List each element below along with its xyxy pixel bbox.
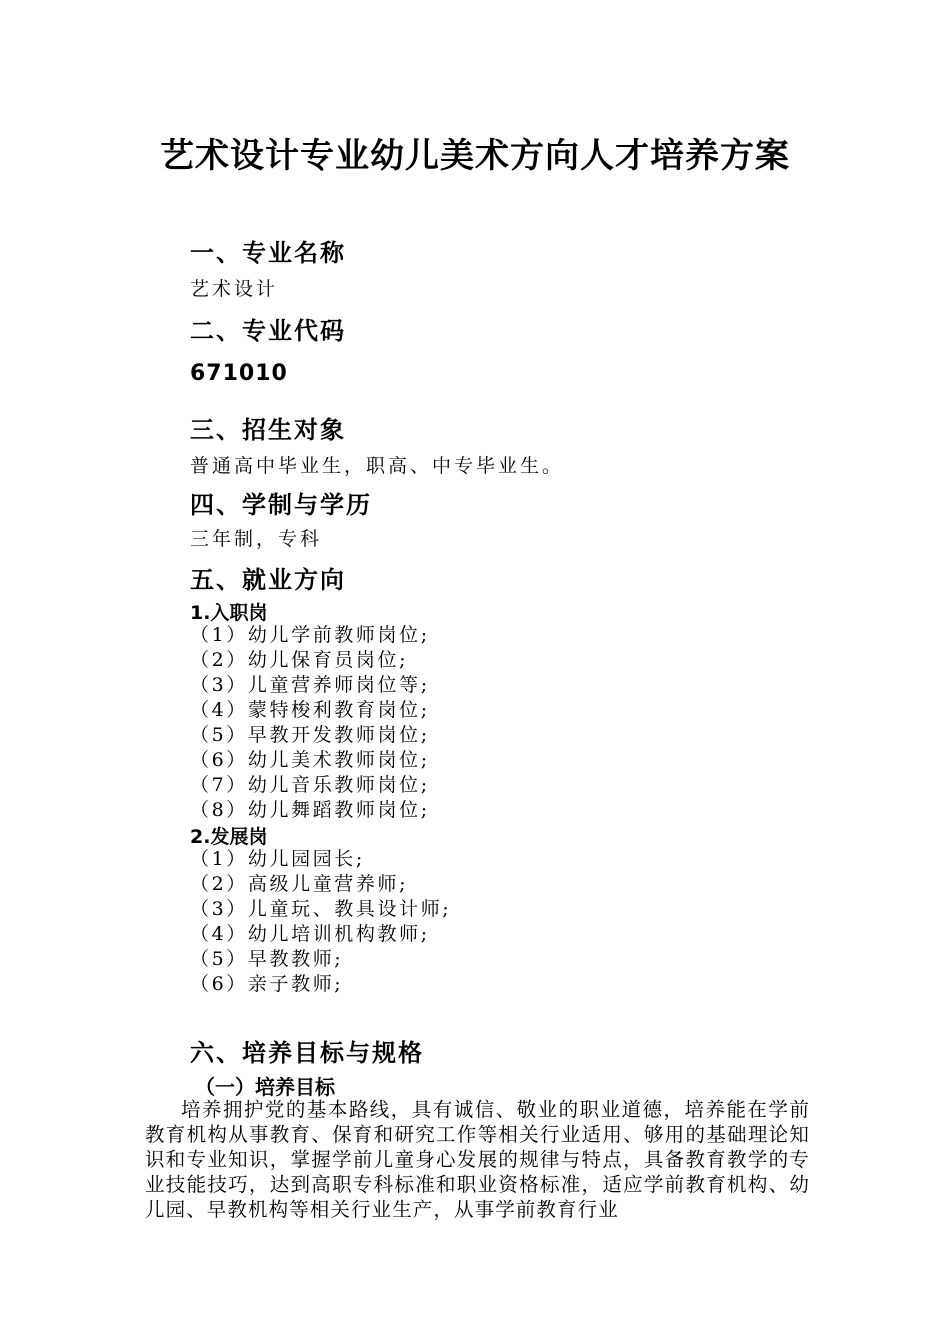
- list-item: （3）儿童玩、教具设计师;: [190, 898, 452, 920]
- list-item: （7）幼儿音乐教师岗位;: [190, 774, 430, 796]
- major-name: 艺术设计: [190, 278, 279, 300]
- list-item: （8）幼儿舞蹈教师岗位;: [190, 799, 430, 821]
- development-positions-label: 2.发展岗: [190, 826, 268, 848]
- major-code: 671010: [190, 361, 288, 386]
- section-heading-objectives: 六、培养目标与规格: [190, 1039, 424, 1067]
- list-item: （6）亲子教师;: [190, 973, 344, 995]
- section-heading-enrollment: 三、招生对象: [190, 416, 346, 444]
- list-item: （6）幼儿美术教师岗位;: [190, 749, 430, 771]
- enrollment-target: 普通高中毕业生，职高、中专毕业生。: [190, 455, 565, 477]
- list-item: （1）幼儿园园长;: [190, 848, 365, 870]
- entry-positions-label: 1.入职岗: [190, 602, 268, 624]
- list-item: （5）早教教师;: [190, 948, 344, 970]
- list-item: （3）儿童营养师岗位等;: [190, 674, 430, 696]
- development-positions-list: [190, 847, 451, 997]
- list-item: （4）幼儿培训机构教师;: [190, 923, 430, 945]
- list-item: （4）蒙特梭利教育岗位;: [190, 699, 430, 721]
- list-item: （5）早教开发教师岗位;: [190, 724, 430, 746]
- list-item: （2）高级儿童营养师;: [190, 873, 409, 895]
- training-goal-paragraph: 培养拥护党的基本路线，具有诚信、敬业的职业道德，培养能在学前教育机构从事教育、保育和研究工作等相关行业适用、够用的基础理论知识和专业知识，掌握学前儿童身心发展的规律与特点，具备教育教学的专业技能技巧，达到高职专科标准和职业资格标准，适应学前教育机构、幼儿园、早教机构等相关行业生产，从事学前教育行业: [145, 1098, 810, 1221]
- section-heading-duration: 四、学制与学历: [190, 491, 372, 519]
- section-heading-employment: 五、就业方向: [190, 566, 346, 594]
- section-heading-major-code: 二、专业代码: [190, 317, 346, 345]
- subsection-heading-training-goal: （一）培养目标: [195, 1075, 335, 1099]
- list-item: （2）幼儿保育员岗位;: [190, 649, 409, 671]
- entry-positions-list: [190, 623, 430, 823]
- duration-degree: 三年制，专科: [190, 528, 323, 550]
- section-heading-major-name: 一、专业名称: [190, 239, 346, 267]
- document-title: 艺术设计专业幼儿美术方向人才培养方案: [160, 136, 790, 176]
- list-item: （1）幼儿学前教师岗位;: [190, 624, 430, 646]
